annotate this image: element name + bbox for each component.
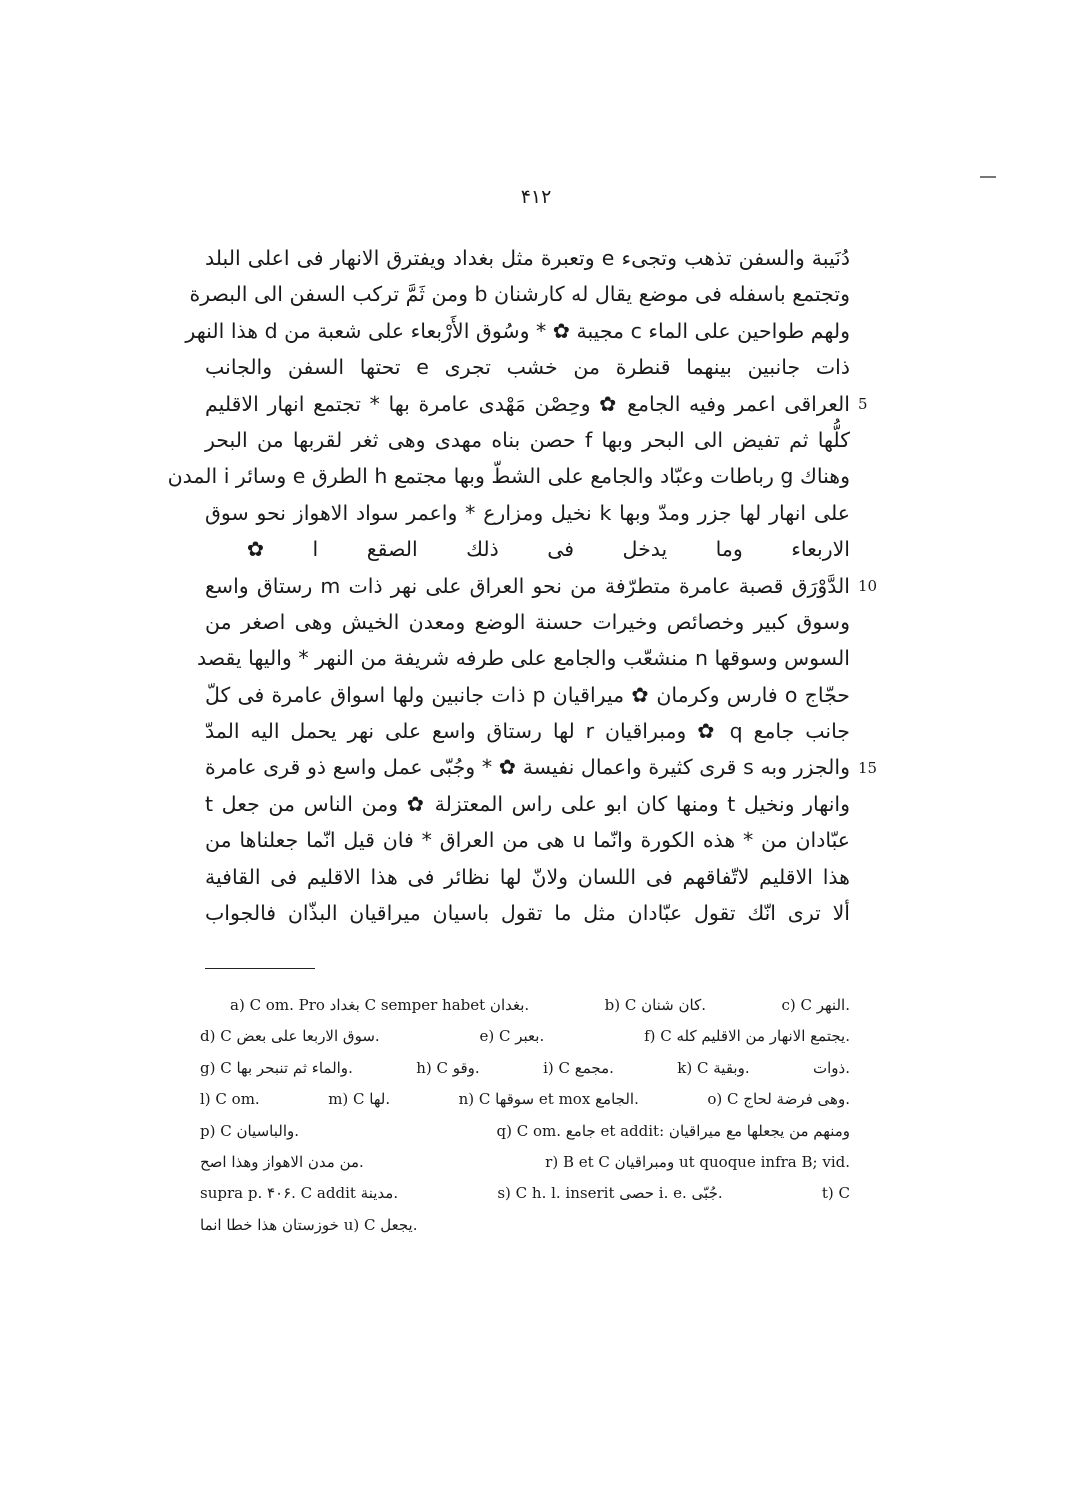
footnote-entry: c) C النهر. xyxy=(781,996,850,1014)
footnote-line xyxy=(200,990,850,1021)
text-line: حجّاج o فارس وكرمان ✿ ميراقيان p ذات جانبين ولها اسواق عامرة فى كلّ xyxy=(205,682,850,707)
footnote-entry: o) C وهى فرضة لحاج. xyxy=(707,1090,850,1109)
margin-mark xyxy=(980,176,996,178)
footnote-entry: k) C وبقية. xyxy=(677,1058,750,1077)
footnote-entry: q) C om. جامع et addit: ومنهم من يجعلها مع ميراقيان xyxy=(496,1121,850,1140)
footnote-entry: supra p. ۴۰۶. C addit مدينة. xyxy=(200,1184,399,1203)
text-line: جانب جامع q ✿ ومبراقيان r لها رستاق واسع على نهر يحمل اليه المدّ xyxy=(205,719,850,744)
footnote-entry: ذوات. xyxy=(812,1058,850,1077)
footnotes xyxy=(200,990,850,1241)
text-line: وسوق كبير وخصائص وخيرات حسنة الوضع ومعدن الخيش وهى اصغر من xyxy=(205,609,850,634)
text-line: الاربعاء وما يدخل فى ذلك الصقع l ✿ xyxy=(205,537,850,562)
footnote-line xyxy=(200,1053,850,1084)
footnote-entry: p) C والباسيان. xyxy=(200,1121,300,1140)
footnote-entry: n) C سوقها et mox الجامع. xyxy=(458,1090,639,1109)
footnote-entry: t) C xyxy=(821,1184,850,1203)
footnote-line xyxy=(200,1116,850,1147)
text-line: كلُّها ثم تفيض الى البحر وبها f حصن بناه مهدى وهى ثغر لقربها من البحر xyxy=(205,427,850,452)
footnote-separator xyxy=(205,968,315,969)
footnote-line xyxy=(200,1084,850,1115)
footnote-line xyxy=(200,1147,850,1178)
text-line: ألا ترى انّك تقول عبّادان مثل ما تقول باسيان ميراقيان البذّان فالجواب xyxy=(205,901,850,926)
text-line: ولهم طواحين على الماء c مجيبة ✿ * وسُوق الأَرْبعاء على شعبة من d هذا النهر xyxy=(185,318,850,343)
footnote-entry: e) C بعبر. xyxy=(479,1027,545,1046)
main-text xyxy=(167,240,851,931)
footnote-entry: h) C وقو. xyxy=(416,1058,480,1077)
footnote-line xyxy=(200,1178,850,1209)
text-line: دُنَيبة والسفن تذهب وتجىء e وتعبرة مثل بغداد ويفترق الانهار فى اعلى البلد xyxy=(205,246,850,270)
text-line: السوس وسوقها n منشعّب والجامع على طرفه شريفة من النهر * واليها يقصد xyxy=(196,646,850,671)
footnote-line xyxy=(200,1210,850,1241)
footnote-entry: f) C يجتمع الانهار من الاقليم كله. xyxy=(644,1027,850,1046)
line-number: 10 xyxy=(858,576,878,595)
footnote-entry: r) B et C ومبراقيان ut quoque infra B; vid. xyxy=(545,1152,850,1171)
text-line: وهناك g رباطات وعبّاد والجامع على الشطّ وبها مجتمع h الطرق e وسائر i المدن xyxy=(167,464,850,489)
text-line: والجزر وبه s قرى كثيرة واعمال نفيسة ✿ * وجُبّى عمل واسع ذو قرى عامرة xyxy=(205,755,850,780)
footnote-entry: d) C سوق الاربعا على بعض. xyxy=(200,1027,380,1046)
text-line: هذا الاقليم لاتّفاقهم فى اللسان ولانّ لها نظائر فى هذا الاقليم فى القافية xyxy=(205,864,850,889)
text-line: العراقى اعمر وفيه الجامع ✿ وحِصْن مَهْدى عامرة بها * تجتمع انهار الاقليم xyxy=(205,391,850,416)
text-line: الدَّوْرَق قصبة عامرة متطرّفة من نحو العراق على نهر ذات m رستاق واسع xyxy=(205,573,850,598)
footnote-entry: a) C om. Pro بغداد C semper habet بغدان. xyxy=(230,996,530,1014)
page-number: ۴۱۲ xyxy=(520,186,552,208)
footnote-entry: s) C h. l. inserit حصى i. e. جُبّى. xyxy=(497,1184,723,1203)
footnote-entry: b) C كان شنان. xyxy=(604,996,707,1014)
text-line: وانهار ونخيل t ومنها كان ابو على راس المعتزلة ✿ ومن الناس من جعل t xyxy=(205,791,850,816)
footnote-line xyxy=(200,1021,850,1052)
text-line: على انهار لها جزر ومدّ وبها k نخيل ومزارع * واعمر سواد الاهواز نحو سوق xyxy=(205,500,850,525)
footnote-entry: خوزستان هذا خطا انما u) C يجعل. xyxy=(200,1215,418,1234)
text-line: عبّادان من * هذه الكورة وانّما u هى من العراق * فان قيل انّما جعلناها من xyxy=(205,828,850,853)
line-number: 15 xyxy=(858,758,878,777)
footnote-entry: g) C والماء ثم تنبحر بها. xyxy=(200,1058,353,1077)
footnote-entry: m) C لها. xyxy=(328,1090,391,1109)
text-line: ذات جانبين بينهما قنطرة من خشب تجرى e تحتها السفن والجانب xyxy=(205,355,851,380)
footnote-entry: من مدن الاهواز وهذا اصح. xyxy=(200,1152,364,1171)
text-line: وتجتمع باسفله فى موضع يقال له كارشنان b ومن ثَمَّ تركب السفن الى البصرة xyxy=(189,282,850,307)
footnote-entry: l) C om. xyxy=(200,1090,260,1109)
footnote-entry: i) C مجمع. xyxy=(543,1058,614,1077)
line-number: 5 xyxy=(858,394,868,413)
